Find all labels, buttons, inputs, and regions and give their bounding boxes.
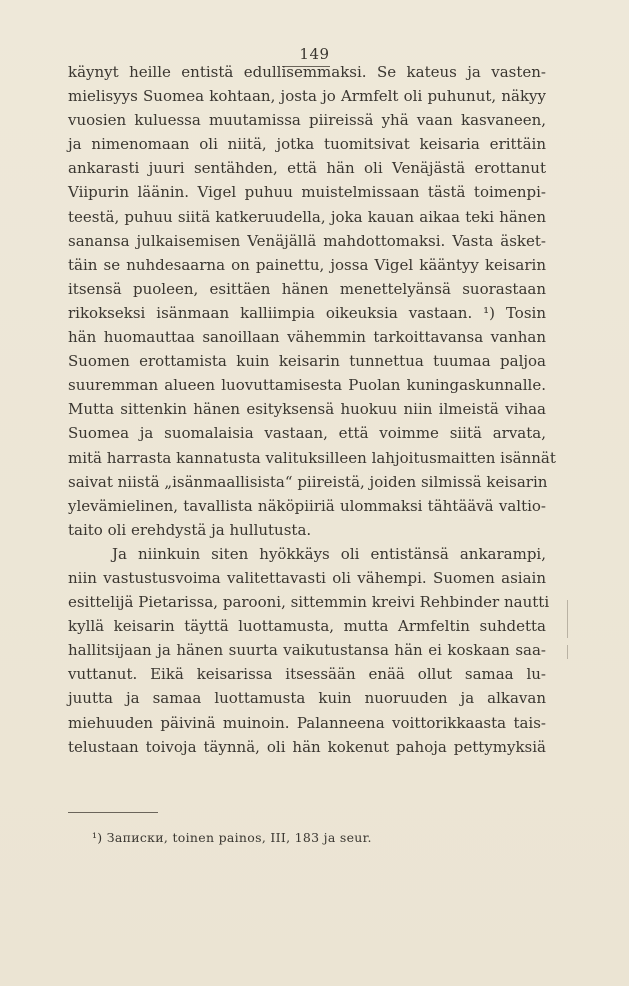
text-line: taito oli erehdystä ja hullutusta. — [68, 520, 312, 539]
margin-pencil-mark — [567, 645, 568, 659]
text-line: Suomen erottamista kuin keisarin tunnettua tuumaa paljoa — [68, 352, 546, 371]
text-line: kyllä keisarin täyttä luottamusta, mutta Armfeltin suhdetta — [68, 617, 546, 636]
text-line: vuttanut. Eikä keisarissa itsessään enää ollut samaa lu- — [68, 665, 546, 684]
text-line: suuremman alueen luovuttamisesta Puolan kuningaskunnalle. — [68, 376, 546, 395]
text-line: ja nimenomaan oli niitä, jotka tuomitsivat keisaria erittäin — [68, 135, 546, 154]
text-line: vuosien kuluessa muutamissa piireissä yhä vaan kasvaneen, — [68, 111, 546, 130]
footnote-rule — [68, 812, 158, 813]
text-line: rikokseksi isänmaan kalliimpia oikeuksia vastaan. ¹) Tosin — [68, 303, 546, 322]
text-line: ylevämielinen, tavallista näköpiiriä ulommaksi tähtäävä valtio- — [68, 496, 546, 515]
text-line: Viipurin läänin. Vigel puhuu muistelmissaan tästä toimenpi- — [68, 183, 546, 202]
text-line: itsensä puoleen, esittäen hänen menettelyänsä suorastaan — [68, 279, 546, 298]
text-line: miehuuden päivinä muinoin. Palanneena voittorikkaasta tais- — [68, 713, 546, 732]
text-line: Mutta sittenkin hänen esityksensä huokuu niin ilmeistä vihaa — [68, 400, 546, 419]
text-line: niin vastustusvoima valitettavasti oli vähempi. Suomen asiain — [68, 568, 546, 587]
text-line: Ja niinkuin siten hyökkäys oli entistänsä ankarampi, — [112, 544, 546, 563]
text-line: hallitsijaan ja hänen suurta vaikutustansa hän ei koskaan saa- — [68, 641, 546, 660]
margin-pencil-mark — [567, 600, 568, 638]
text-line: mielisyys Suomea kohtaan, josta jo Armfelt oli puhunut, näkyy — [68, 87, 546, 106]
text-line: täin se nuhdesaarna on painettu, jossa Vigel kääntyy keisarin — [68, 255, 546, 274]
text-line: ankarasti juuri sentähden, että hän oli Venäjästä erottanut — [68, 159, 546, 178]
text-line: käynyt heille entistä edullisemmaksi. Se kateus ja vasten- — [68, 63, 546, 81]
text-line: juutta ja samaa luottamusta kuin nuoruuden ja alkavan — [68, 689, 546, 708]
text-line: telustaan toivoja täynnä, oli hän kokenut pahoja pettymyksiä — [68, 737, 546, 756]
text-line: esittelijä Pietarissa, parooni, sittemmin kreivi Rehbinder nautti — [68, 593, 550, 612]
body-text — [68, 60, 556, 759]
page-number: 149 — [299, 45, 330, 63]
text-line: sanansa julkaisemisen Venäjällä mahdottomaksi. Vasta äsket- — [68, 231, 546, 250]
text-line: hän huomauttaa sanoillaan vähemmin tarkoittavansa vanhan — [68, 328, 546, 347]
text-line: mitä harrasta kannatusta valituksilleen lahjoitusmaitten isännät — [68, 448, 556, 467]
text-line: teestä, puhuu siitä katkeruudella, joka kauan aikaa teki hänen — [68, 207, 546, 226]
text-line: saivat niistä „isänmaallisista“ piireistä, joiden silmissä keisarin — [68, 472, 548, 491]
text-line: Suomea ja suomalaisia vastaan, että voimme siitä arvata, — [68, 424, 546, 443]
footnote: ¹) Записки, toinen painos, III, 183 ja seur. — [92, 830, 372, 845]
